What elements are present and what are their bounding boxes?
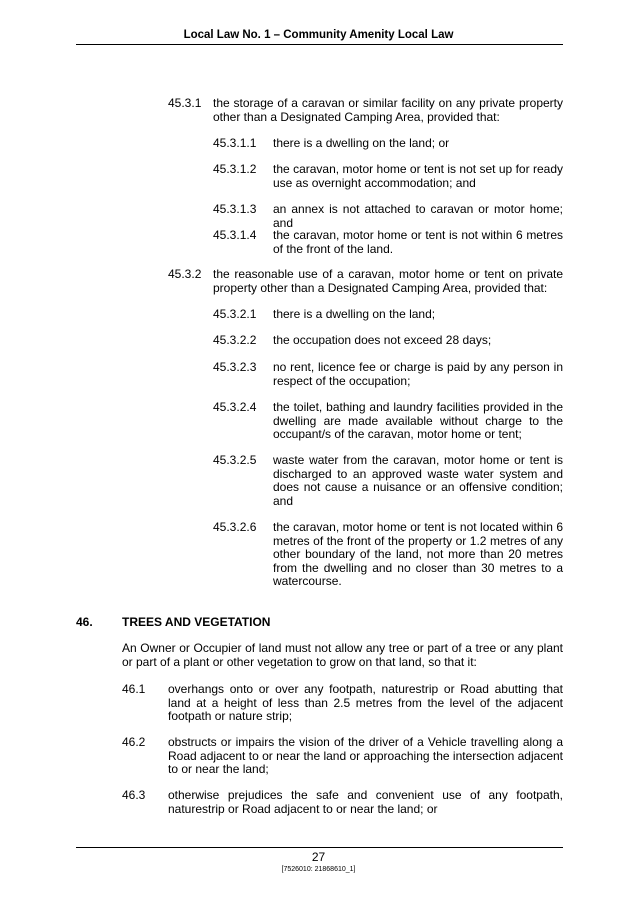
subclause-text: no rent, licence fee or charge is paid by any person in respect of the occupation; bbox=[273, 360, 563, 388]
subclause-text: there is a dwelling on the land; bbox=[273, 307, 436, 321]
clause-number: 45.3.1 bbox=[168, 96, 202, 110]
subclause-number: 45.3.2.4 bbox=[213, 400, 257, 414]
subclause-text: the toilet, bathing and laundry facilities provided in the dwelling are made available without charge to the occupant/s of the caravan, motor home or tent; bbox=[273, 400, 563, 441]
document-reference: [7526010: 21868610_1] bbox=[281, 866, 356, 873]
subclause-text: the caravan, motor home or tent is not within 6 metres of the front of the land. bbox=[273, 228, 563, 256]
clause-number: 45.3.2 bbox=[168, 267, 202, 281]
clause-text: overhangs onto or over any footpath, naturestrip or Road abutting that land at a height of less than 2.5 metres from the level of the adjacent footpath or nature strip; bbox=[168, 682, 563, 723]
subclause-text: the occupation does not exceed 28 days; bbox=[273, 333, 492, 347]
clause-text: the reasonable use of a caravan, motor home or tent on private property other than a Designated Camping Area, provided that: bbox=[213, 267, 563, 295]
footer-rule bbox=[76, 847, 563, 848]
running-header-title: Local Law No. 1 – Community Amenity Local Law bbox=[183, 29, 454, 41]
subclause-text: the caravan, motor home or tent is not set up for ready use as overnight accommodation; and bbox=[273, 162, 563, 190]
subclause-text: the caravan, motor home or tent is not located within 6 metres of the front of the property or 1.2 metres of any other boundary of the land, not more than 20 metres from the dwelling and no closer than 30 metres to a watercourse. bbox=[273, 520, 563, 588]
clause-text: the storage of a caravan or similar facility on any private property other than a Designated Camping Area, provided that: bbox=[213, 96, 563, 124]
subclause-text: waste water from the caravan, motor home or tent is discharged to an approved waste water system and does not cause a nuisance or an offensive condition; and bbox=[273, 453, 563, 508]
subclause-number: 45.3.1.2 bbox=[213, 162, 257, 176]
clause-text: otherwise prejudices the safe and convenient use of any footpath, naturestrip or Road adjacent to or near the land; or bbox=[168, 788, 563, 816]
section-number: 46. bbox=[76, 615, 93, 629]
page-number: 27 bbox=[311, 850, 326, 864]
subclause-number: 45.3.2.6 bbox=[213, 520, 257, 534]
subclause-number: 45.3.2.2 bbox=[213, 333, 257, 347]
subclause-number: 45.3.1.4 bbox=[213, 228, 257, 242]
subclause-number: 45.3.1.3 bbox=[213, 202, 257, 216]
subclause-number: 45.3.2.3 bbox=[213, 360, 257, 374]
section-intro: An Owner or Occupier of land must not allow any tree or part of a tree or any plant or part of a plant or other vegetation to grow on that land, so that it: bbox=[122, 641, 563, 669]
clause-number: 46.2 bbox=[122, 735, 146, 749]
subclause-number: 45.3.1.1 bbox=[213, 136, 257, 150]
section-heading: TREES AND VEGETATION bbox=[122, 615, 271, 629]
clause-number: 46.3 bbox=[122, 788, 146, 802]
subclause-number: 45.3.2.1 bbox=[213, 307, 257, 321]
subclause-text: there is a dwelling on the land; or bbox=[273, 136, 450, 150]
clause-text: obstructs or impairs the vision of the driver of a Vehicle travelling along a Road adjacent to or near the land or approaching the intersection adjacent to or near the land; bbox=[168, 735, 563, 776]
subclause-number: 45.3.2.5 bbox=[213, 453, 257, 467]
clause-number: 46.1 bbox=[122, 682, 146, 696]
subclause-text: an annex is not attached to caravan or motor home; and bbox=[273, 202, 563, 230]
header-rule bbox=[76, 44, 563, 45]
